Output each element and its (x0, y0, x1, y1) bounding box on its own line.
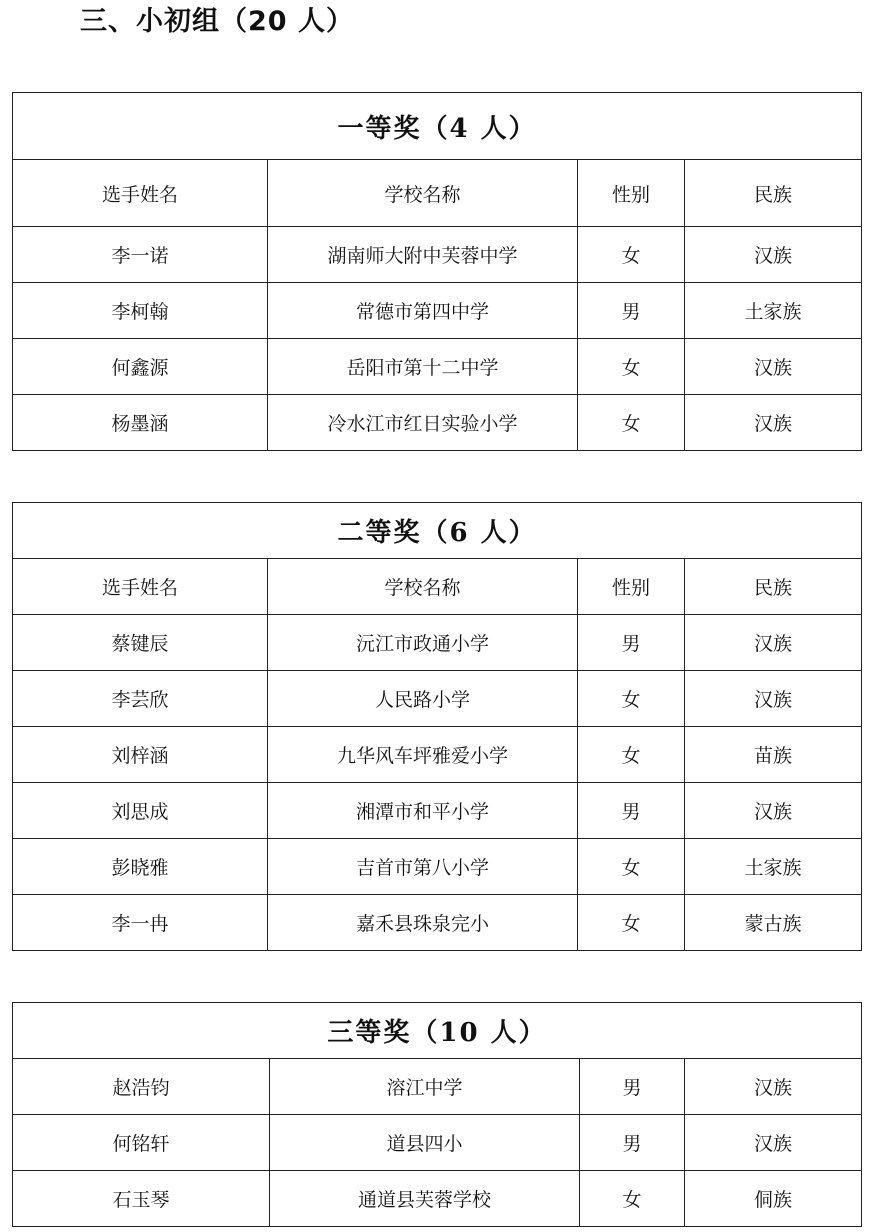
table-row (13, 1059, 862, 1115)
cell-school: 冷水江市红日实验小学 (268, 395, 578, 451)
cell-ethnicity: 汉族 (685, 227, 862, 283)
cell-ethnicity: 汉族 (685, 1115, 862, 1171)
cell-name: 何鑫源 (13, 339, 268, 395)
cell-gender: 女 (578, 895, 685, 951)
cell-name: 何铭轩 (13, 1115, 270, 1171)
cell-ethnicity: 汉族 (685, 1059, 862, 1115)
cell-gender: 女 (580, 1171, 685, 1227)
cell-name: 刘梓涵 (13, 727, 268, 783)
cell-ethnicity: 土家族 (685, 839, 862, 895)
cell-ethnicity: 蒙古族 (685, 895, 862, 951)
cell-gender: 女 (578, 395, 685, 451)
cell-gender: 男 (578, 783, 685, 839)
cell-ethnicity: 汉族 (685, 671, 862, 727)
cell-gender: 男 (580, 1115, 685, 1171)
table-row (13, 339, 862, 395)
cell-name: 蔡键辰 (13, 615, 268, 671)
cell-name: 李柯翰 (13, 283, 268, 339)
cell-school: 湘潭市和平小学 (268, 783, 578, 839)
cell-name: 李一冉 (13, 895, 268, 951)
cell-gender: 男 (580, 1059, 685, 1115)
cell-school: 人民路小学 (268, 671, 578, 727)
cell-ethnicity: 汉族 (685, 783, 862, 839)
table-row (13, 227, 862, 283)
cell-name: 李芸欣 (13, 671, 268, 727)
cell-ethnicity: 汉族 (685, 339, 862, 395)
header-ethnicity: 民族 (685, 160, 862, 227)
cell-school: 溶江中学 (270, 1059, 580, 1115)
cell-ethnicity: 侗族 (685, 1171, 862, 1227)
header-ethnicity: 民族 (685, 559, 862, 615)
table-row (13, 839, 862, 895)
cell-gender: 女 (578, 339, 685, 395)
cell-school: 常德市第四中学 (268, 283, 578, 339)
cell-name: 刘思成 (13, 783, 268, 839)
table-row (13, 1171, 862, 1227)
cell-school: 沅江市政通小学 (268, 615, 578, 671)
first-prize-table (12, 92, 862, 451)
cell-school: 九华风车坪雅爱小学 (268, 727, 578, 783)
cell-school: 岳阳市第十二中学 (268, 339, 578, 395)
cell-ethnicity: 土家族 (685, 283, 862, 339)
second-prize-table (12, 502, 862, 951)
cell-name: 石玉琴 (13, 1171, 270, 1227)
cell-name: 李一诺 (13, 227, 268, 283)
cell-school: 吉首市第八小学 (268, 839, 578, 895)
cell-ethnicity: 苗族 (685, 727, 862, 783)
header-gender: 性别 (578, 559, 685, 615)
cell-gender: 女 (578, 727, 685, 783)
table-row (13, 615, 862, 671)
header-school: 学校名称 (268, 559, 578, 615)
cell-ethnicity: 汉族 (685, 615, 862, 671)
section-title: 三、小初组（20 人） (80, 6, 354, 37)
cell-school: 嘉禾县珠泉完小 (268, 895, 578, 951)
award-title: 一等奖（4 人） (13, 93, 862, 160)
header-name: 选手姓名 (13, 160, 268, 227)
cell-name: 赵浩钧 (13, 1059, 270, 1115)
table-row (13, 283, 862, 339)
header-school: 学校名称 (268, 160, 578, 227)
cell-gender: 男 (578, 283, 685, 339)
cell-school: 湖南师大附中芙蓉中学 (268, 227, 578, 283)
header-gender: 性别 (578, 160, 685, 227)
cell-school: 通道县芙蓉学校 (270, 1171, 580, 1227)
cell-school: 道县四小 (270, 1115, 580, 1171)
cell-gender: 女 (578, 671, 685, 727)
cell-ethnicity: 汉族 (685, 395, 862, 451)
header-name: 选手姓名 (13, 559, 268, 615)
table-row (13, 895, 862, 951)
cell-name: 杨墨涵 (13, 395, 268, 451)
cell-gender: 男 (578, 615, 685, 671)
award-title: 二等奖（6 人） (13, 503, 862, 559)
table-row (13, 395, 862, 451)
table-row (13, 783, 862, 839)
cell-gender: 女 (578, 839, 685, 895)
table-row (13, 671, 862, 727)
cell-gender: 女 (578, 227, 685, 283)
table-row (13, 1115, 862, 1171)
award-title: 三等奖（10 人） (13, 1003, 862, 1059)
cell-name: 彭晓雅 (13, 839, 268, 895)
third-prize-table (12, 1002, 862, 1227)
table-row (13, 727, 862, 783)
